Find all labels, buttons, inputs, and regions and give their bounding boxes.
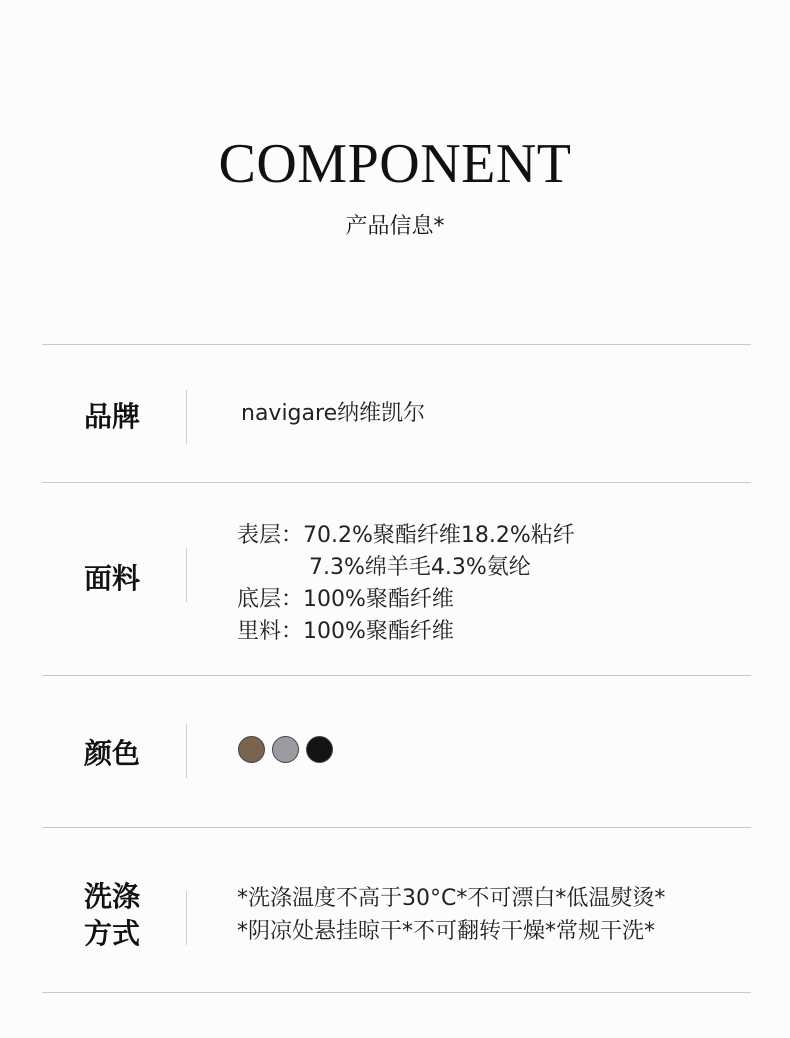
washing-label-line-1: 洗涤	[84, 880, 141, 913]
washing-label-line-2: 方式	[84, 917, 141, 950]
row-divider	[186, 724, 187, 778]
washing-line-2: *阴凉处悬挂晾干*不可翻转干燥*常规干洗*	[237, 919, 656, 944]
color-swatch-brown	[238, 736, 265, 763]
row-divider	[186, 548, 187, 602]
color-swatch-gray	[272, 736, 299, 763]
divider	[42, 482, 751, 483]
row-divider	[186, 891, 187, 945]
fabric-line-base: 底层：100%聚酯纤维	[237, 587, 454, 612]
divider	[42, 992, 751, 993]
page-title: COMPONENT	[218, 133, 572, 195]
washing-line-1: *洗涤温度不高于30°C*不可漂白*低温熨烫*	[237, 886, 666, 911]
color-label: 颜色	[84, 737, 141, 770]
color-swatch-black	[306, 736, 333, 763]
row-divider	[186, 390, 187, 444]
fabric-line-shell-continued: 7.3%绵羊毛4.3%氨纶	[309, 555, 531, 580]
brand-label: 品牌	[84, 400, 141, 433]
brand-value: navigare纳维凯尔	[241, 401, 426, 426]
divider	[42, 344, 751, 345]
fabric-line-lining: 里料：100%聚酯纤维	[237, 619, 454, 644]
fabric-label: 面料	[84, 562, 141, 595]
color-swatches	[238, 736, 333, 763]
divider	[42, 827, 751, 828]
divider	[42, 675, 751, 676]
page-subtitle: 产品信息*	[345, 214, 445, 239]
fabric-line-shell: 表层：70.2%聚酯纤维18.2%粘纤	[237, 523, 575, 548]
